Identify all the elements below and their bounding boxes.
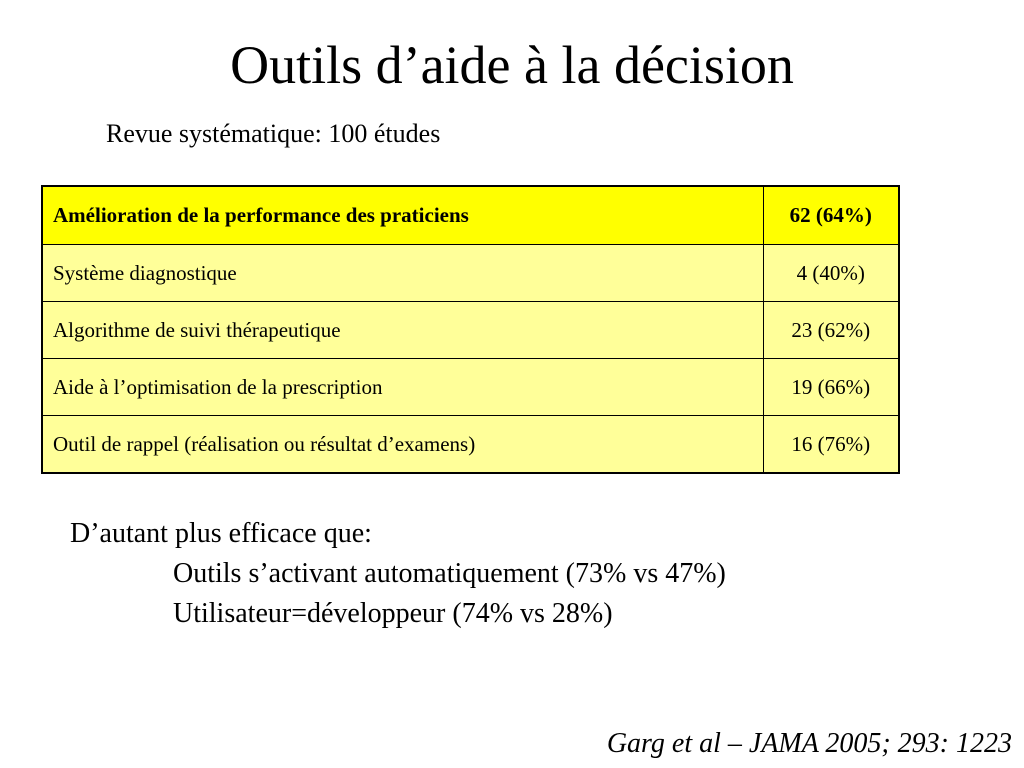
table-header-row [42,186,899,245]
table-row-label: Algorithme de suivi thérapeutique [42,302,763,359]
table-header-value: 62 (64%) [763,186,899,245]
table-row [42,245,899,302]
table-header-label: Amélioration de la performance des praticiens [42,186,763,245]
table-row-label: Outil de rappel (réalisation ou résultat d’examens) [42,416,763,474]
notes-intro: D’autant plus efficace que: [70,518,372,549]
slide-subtitle: Revue systématique: 100 études [106,119,441,148]
table-row [42,416,899,474]
table-row-value: 16 (76%) [763,416,899,474]
results-table [41,185,900,474]
table-row [42,359,899,416]
notes-block [70,514,726,634]
table-row [42,302,899,359]
table-row-value: 4 (40%) [763,245,899,302]
table-row-value: 19 (66%) [763,359,899,416]
table-row-value: 23 (62%) [763,302,899,359]
notes-item: Outils s’activant automatiquement (73% vs 47%) [173,558,726,589]
table-row-label: Aide à l’optimisation de la prescription [42,359,763,416]
citation: Garg et al – JAMA 2005; 293: 1223 [606,728,1012,759]
notes-item: Utilisateur=développeur (74% vs 28%) [173,598,613,629]
table-row-label: Système diagnostique [42,245,763,302]
slide-title: Outils d’aide à la décision [230,35,794,95]
